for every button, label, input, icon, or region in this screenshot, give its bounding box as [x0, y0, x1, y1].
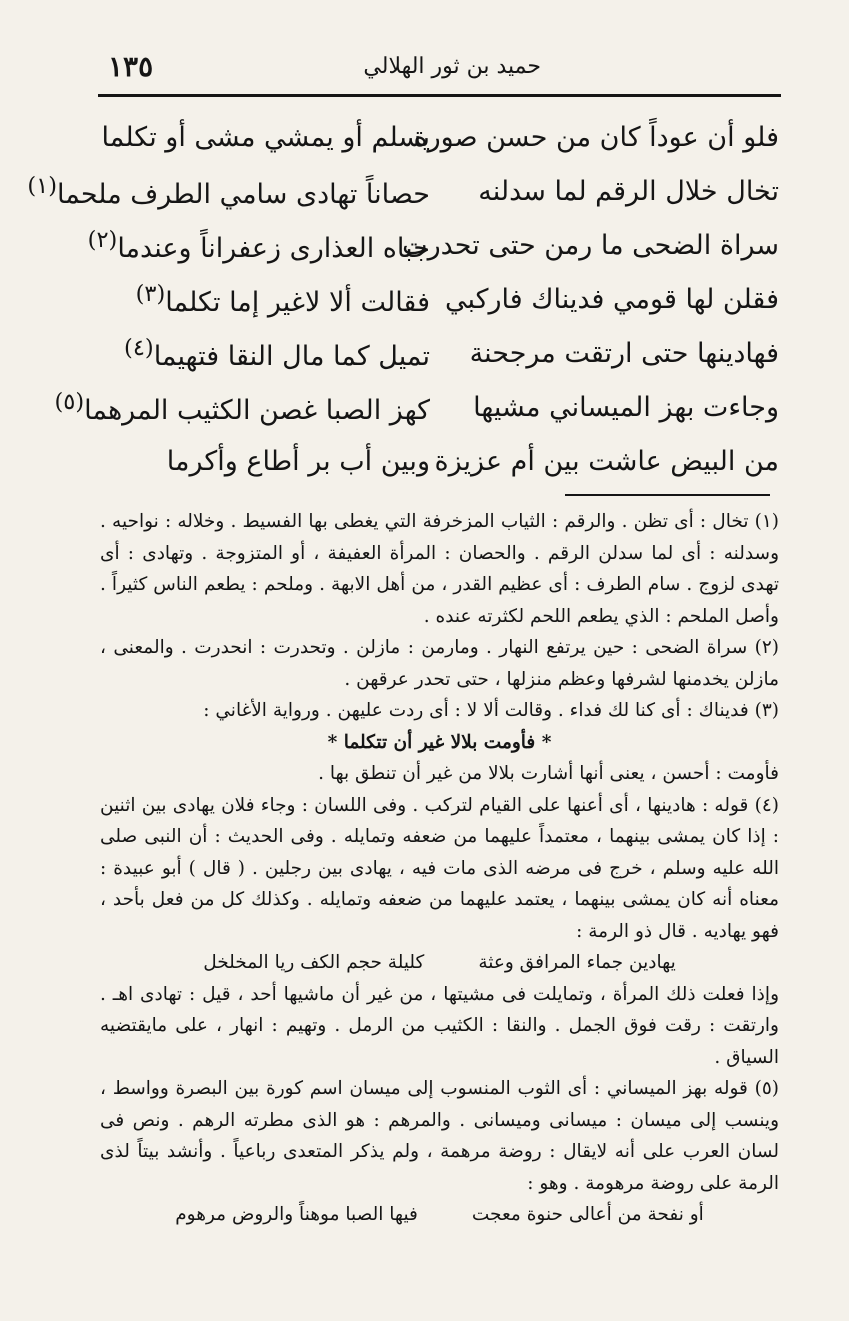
- verse: [100, 326, 779, 380]
- footnote: (٥) قوله بهز الميساني : أى الثوب المنسوب إلى ميسان اسم كورة بين البصرة وواسط ، وينسب إلى ميسان : ميسانى وميسانى . والمرهم : هو الذى مطرته الرهم . ونص فى لسان العرب على أنه لايقال : روضة مرهمة ، ولم يذكر المتعدى رباعياً . وأنشد بيتاً لذى الرمة على روضة مرهومة . وهو :: [100, 1078, 779, 1194]
- poem: [27, 110, 779, 490]
- second-hemistich: [54, 388, 430, 426]
- quoted-couplet: [100, 947, 779, 979]
- first-hemistich: فلو أن عوداً كان من حسن صورة: [413, 121, 779, 153]
- footnote-rule: [565, 494, 770, 496]
- hemistich-text: جباه العذارى زعفراناً وعندما: [117, 232, 430, 264]
- couplet-second: فيها الصبا موهناً والروض مرهوم: [175, 1204, 418, 1225]
- verse: [100, 434, 779, 488]
- footnotes: [100, 506, 779, 1231]
- verse: [100, 110, 779, 164]
- note-marker: (١): [27, 172, 57, 199]
- footnote: (١) تخال : أى تظن . والرقم : الثياب المزخرفة التي يغطى بها الفسيط . وخلاله : نواحيه . وسدلنه : أى لما سدلن الرقم . والحصان : المرأة العفيفة ، أو المتزوجة . وتهادى : أى تهدى لزوج . سام الطرف : أى عظيم القدر ، من أهل الابهة . وملحم : يطعم الناس كثيراً . وأصل الملحم : الذي يطعم اللحم لكثرته عنده .: [100, 511, 779, 627]
- quoted-couplet: [100, 1199, 779, 1231]
- footnote: (٤) قوله : هادينها ، أى أعنها على القيام لتركب . وفى اللسان : وجاء فلان يهادى بين اثنين : إذا كان يمشى بينهما ، معتمداً عليهما من ضعفه وتمايله . وفى الحديث : أن النبى صلى الله عليه وسلم ، خرج فى مرضه الذى مات فيه ، يهادى بين رجلين . ( قال ) أبو عبيدة : معناه أنه كان يمشى بينهما ، يعتمد عليهما من ضعفه وتمايله . وكذلك كل من فعل بأحد ، فهو يهاديه . قال ذو الرمة :: [100, 794, 779, 942]
- hemistich-text: فقالت ألا لاغير إما تكلما: [165, 286, 430, 318]
- verse: [27, 164, 779, 218]
- couplet-first: أو نفحة من أعالى حنوة معجت: [471, 1204, 704, 1225]
- hemistich-text: تميل كما مال النقا فتهيما: [153, 340, 430, 372]
- first-hemistich: وجاءت بهز الميساني مشيها: [473, 391, 779, 423]
- first-hemistich: سراة الضحى ما رمن حتى تحدرت: [402, 229, 779, 261]
- note-marker: (٥): [54, 388, 85, 415]
- first-hemistich: من البيض عاشت بين أم عزيزة: [434, 445, 779, 477]
- hemistich-text: كهز الصبا غصن الكثيب المرهما: [84, 394, 430, 426]
- header-rule: [98, 94, 781, 97]
- note-marker: (٤): [124, 334, 154, 361]
- footnote: (٣) فديناك : أى كنا لك فداء . وقالت ألا لا : أى ردت عليهن . ورواية الأغاني :: [203, 700, 779, 721]
- verse: [87, 218, 779, 272]
- first-hemistich: تخال خلال الرقم لما سدلنه: [478, 175, 779, 207]
- verse: [54, 380, 779, 434]
- verse: [100, 272, 779, 326]
- couplet-second: كليلة حجم الكف ريا المخلخل: [203, 952, 425, 973]
- running-title: حميد بن ثور الهلالي: [363, 54, 541, 79]
- footnote-text: وإذا فعلت ذلك المرأة ، وتمايلت فى مشيتها ، من غير أن ماشيها أحد ، قيل : تهادى اهـ . وارتقت : رقت فوق الجمل . والنقا : الكثيب من الرمل . وتهيم : انهار ، على مايقتضيه السياق .: [100, 983, 779, 1068]
- second-hemistich: [100, 281, 430, 318]
- page-header: [98, 42, 781, 92]
- note-marker: (٢): [87, 226, 118, 253]
- quoted-verse: * فأومت بلالا غير أن تتكلما *: [327, 731, 552, 753]
- second-hemistich: [100, 335, 430, 372]
- page-number: ١٣٥: [108, 50, 154, 83]
- second-hemistich: [87, 226, 430, 264]
- second-hemistich: وبين أب بر أطاع وأكرما: [166, 445, 430, 477]
- second-hemistich: يسلم أو يمشي مشى أو تكلما: [101, 121, 430, 153]
- first-hemistich: فقلن لها قومي فديناك فاركبي: [444, 283, 779, 315]
- footnote-text: فأومت : أحسن ، يعنى أنها أشارت بلالا من غير أن تنطق بها .: [318, 763, 779, 784]
- couplet-first: يهادين جماء المرافق وعثة: [478, 952, 676, 973]
- note-marker: (٣): [135, 280, 166, 307]
- second-hemistich: [27, 172, 430, 210]
- hemistich-text: حصاناً تهادى سامي الطرف ملحما: [57, 178, 430, 210]
- footnote: (٢) سراة الضحى : حين يرتفع النهار . ومارمن : مازلن . وتحدرت : انحدرت . والمعنى ، مازلن يخدمنها لشرفها وعظم منزلها ، حتى تحدر عرقهن .: [100, 637, 779, 690]
- first-hemistich: فهادينها حتى ارتقت مرجحنة: [469, 337, 779, 369]
